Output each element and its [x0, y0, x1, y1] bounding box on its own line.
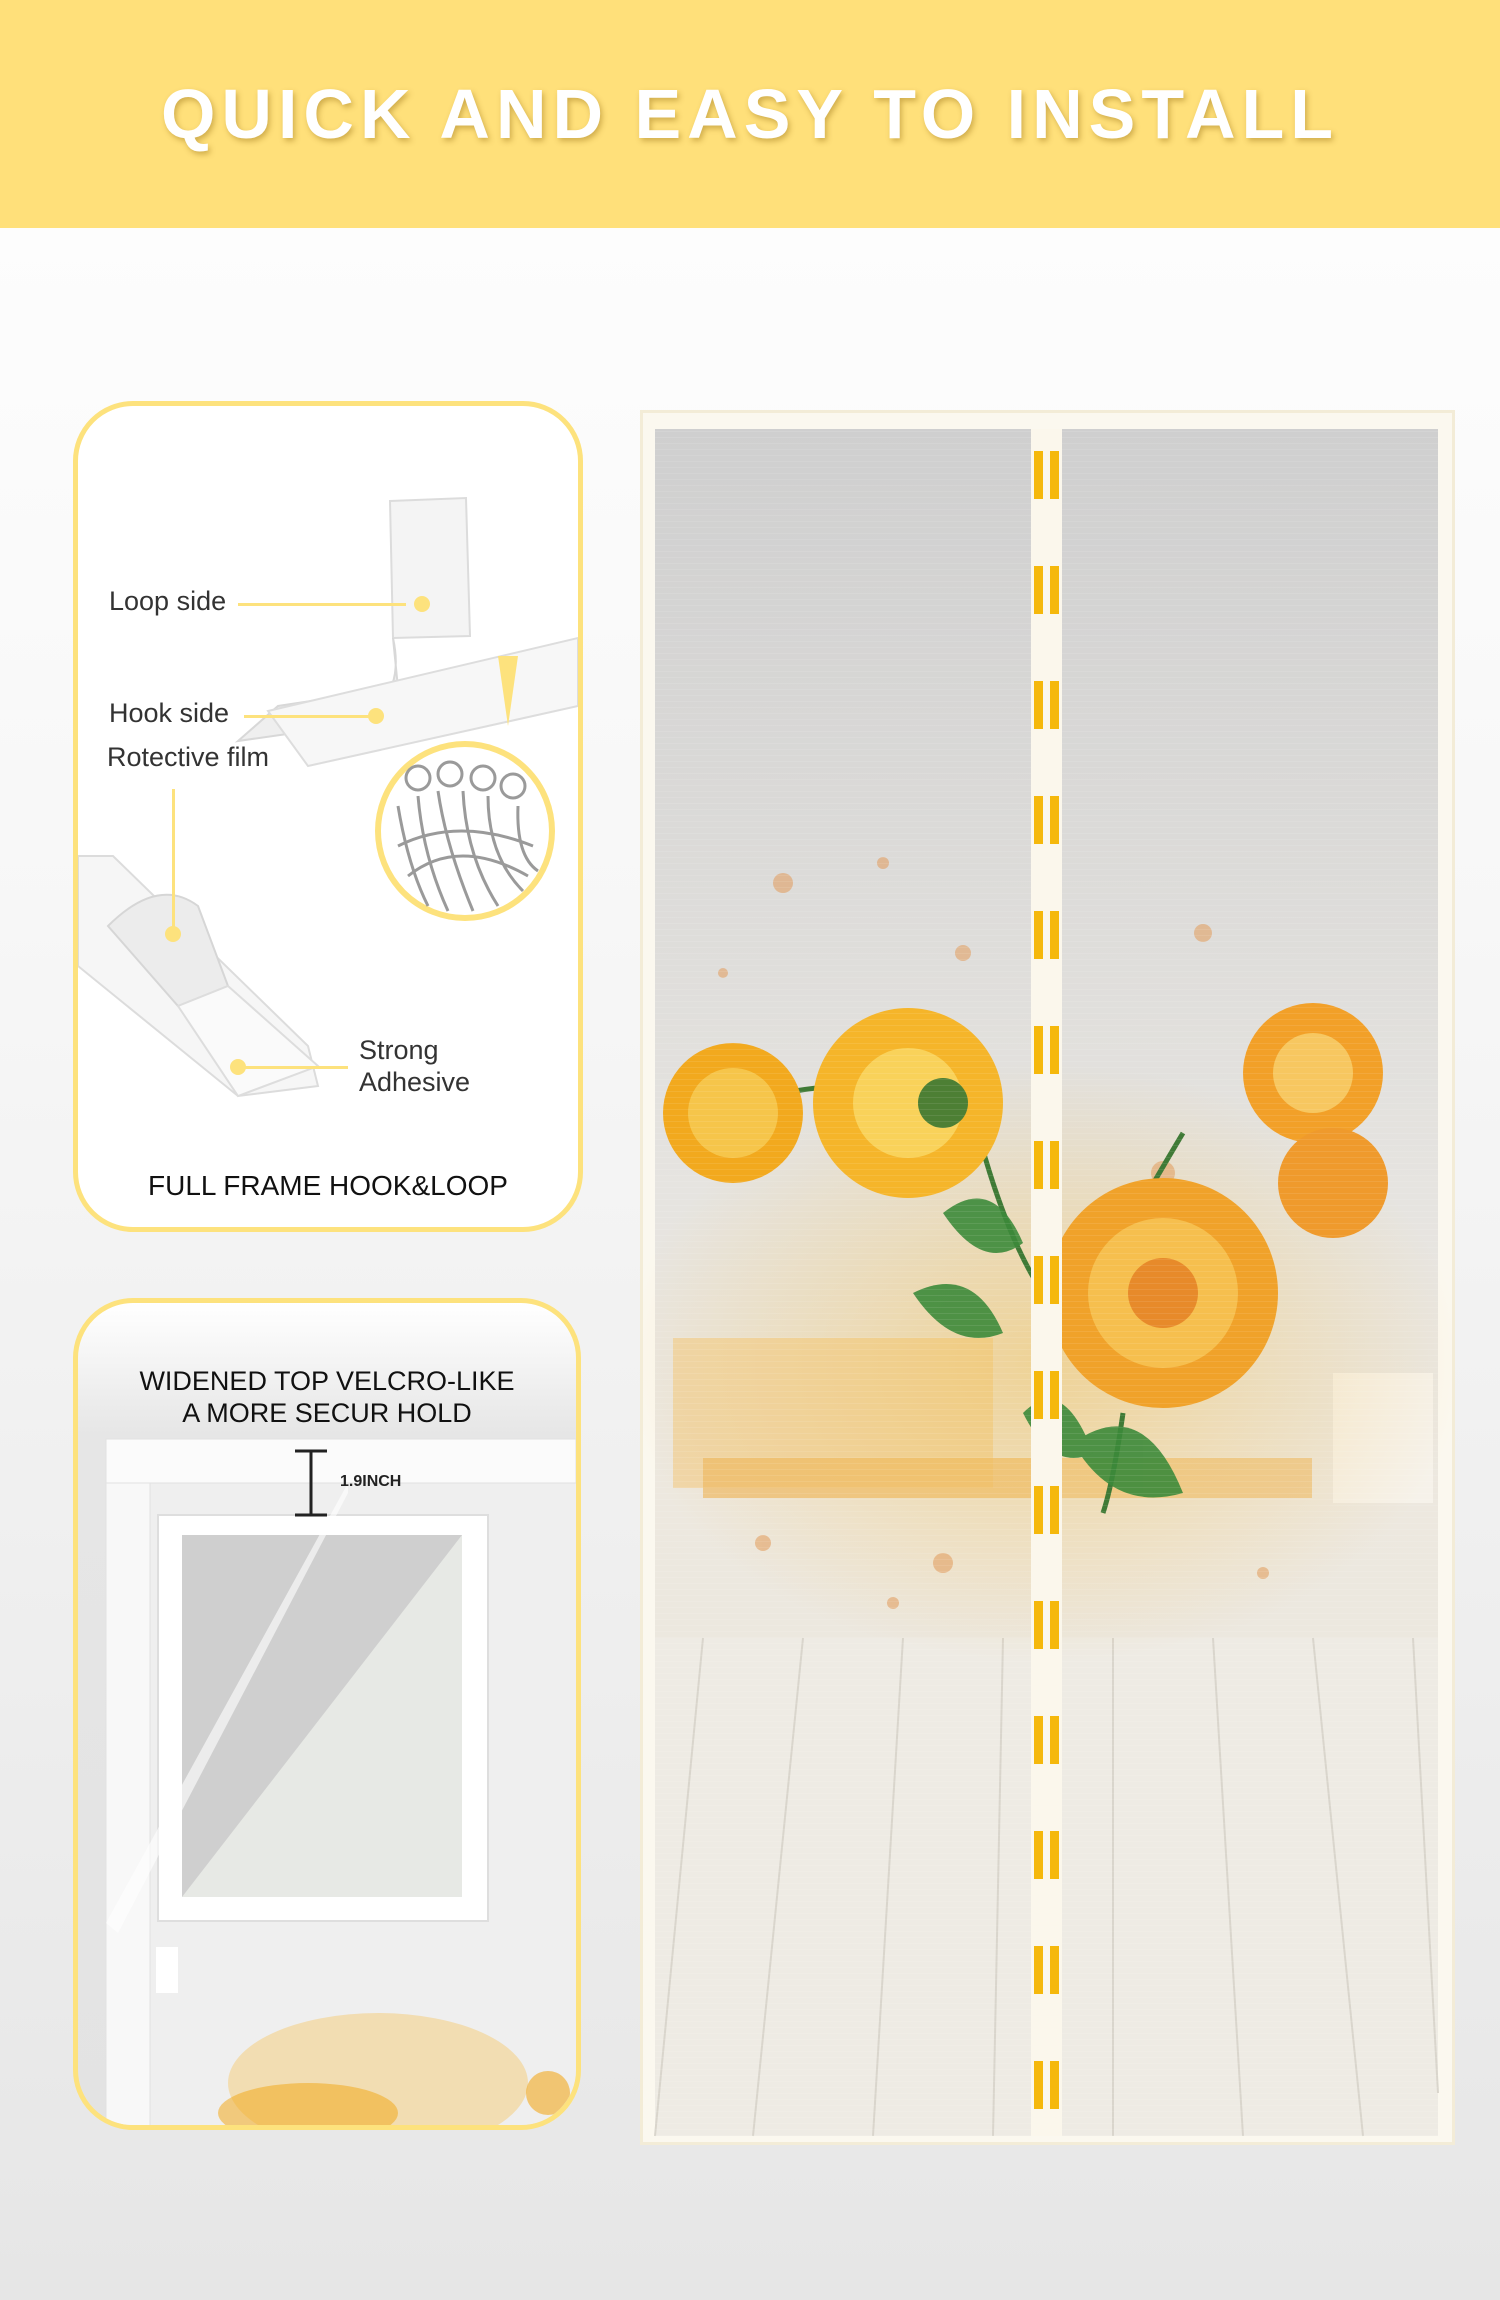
strong-adhesive-label — [359, 1034, 470, 1098]
measure-label: 1.9INCH — [340, 1473, 402, 1490]
loop-side-leader — [238, 603, 406, 606]
hook-side-dot — [368, 708, 384, 724]
protective-film-label: Rotective film — [107, 742, 270, 772]
loop-side-label: Loop side — [109, 586, 227, 616]
velcro-corner-illustration — [78, 1303, 581, 2130]
hook-loop-card — [73, 401, 583, 1232]
strong-adhesive-leader — [238, 1066, 348, 1069]
page-title: QUICK AND EASY TO INSTALL — [160, 75, 1340, 153]
widened-velcro-card — [73, 1298, 581, 2130]
strong-adhesive-line2: Adhesive — [359, 1067, 471, 1097]
header-banner — [0, 0, 1500, 228]
protective-film-dot — [165, 926, 181, 942]
hook-side-leader — [244, 715, 370, 718]
hook-side-label: Hook side — [109, 698, 230, 728]
magnetic-screen-door-illustration — [643, 413, 1452, 2142]
widened-velcro-line1: WIDENED TOP VELCRO-LIKE — [139, 1366, 515, 1396]
strong-adhesive-dot — [230, 1059, 246, 1075]
velcro-tape-icon — [78, 406, 583, 1232]
widened-velcro-line2: A MORE SECUR HOLD — [182, 1398, 472, 1428]
loop-side-dot — [414, 596, 430, 612]
protective-film-leader — [172, 789, 175, 929]
full-frame-caption: FULL FRAME HOOK&LOOP — [148, 1170, 508, 1201]
strong-adhesive-line1: Strong — [359, 1035, 439, 1065]
screen-door-frame — [640, 410, 1455, 2145]
